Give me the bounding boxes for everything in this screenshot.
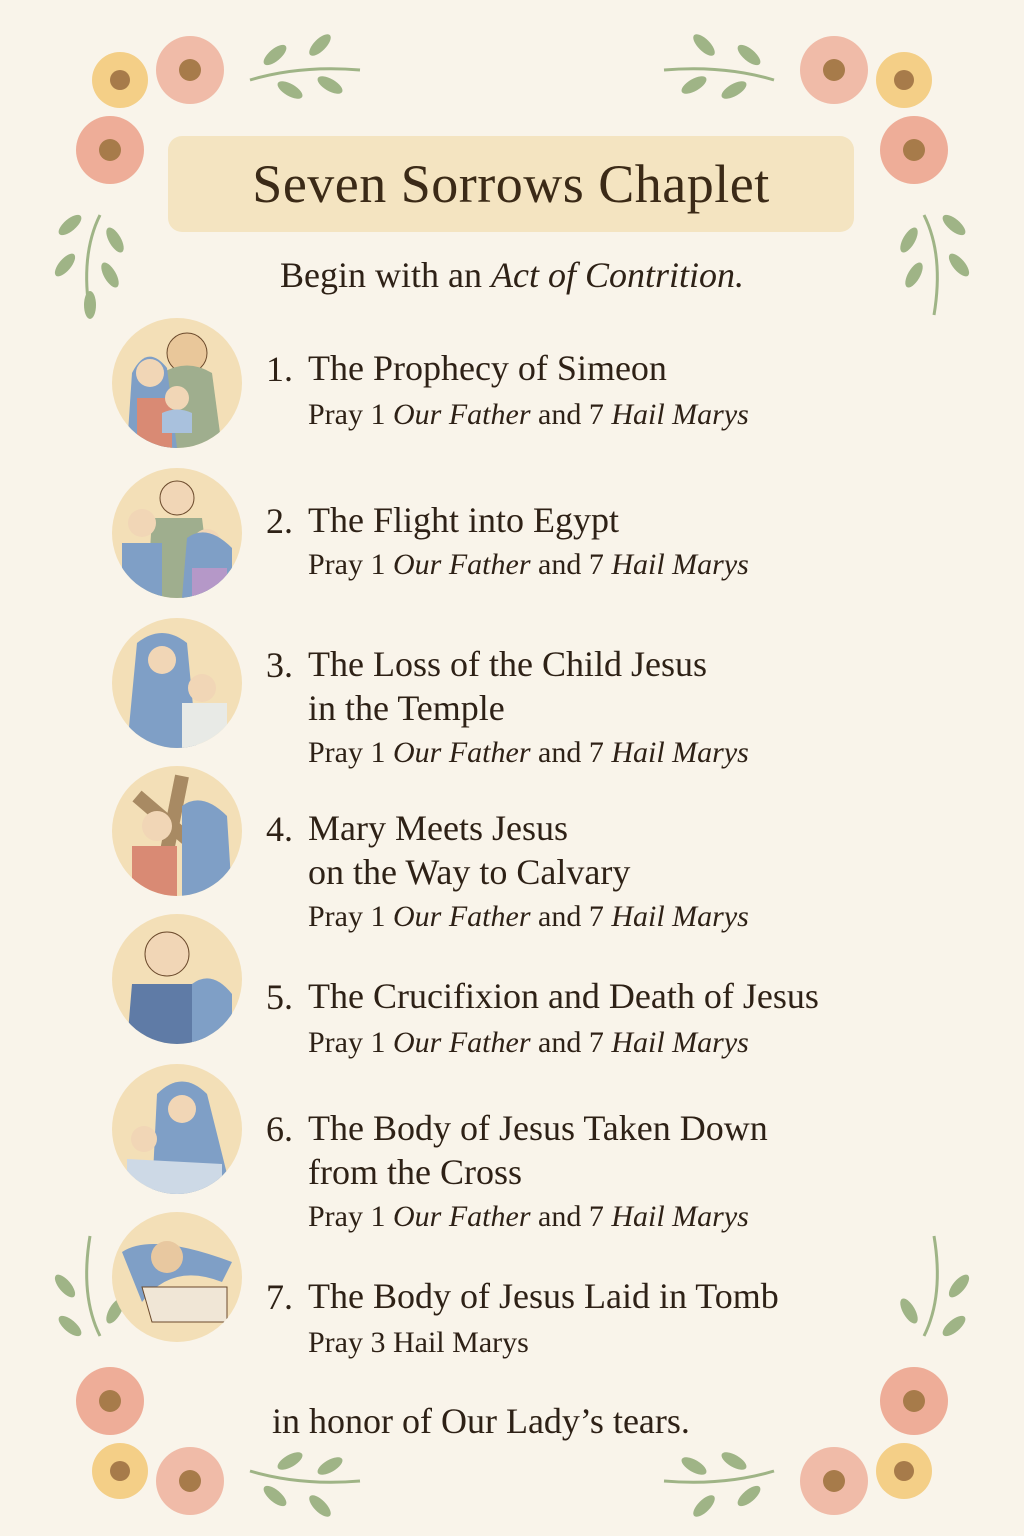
floral-corner-bottom-right [654,1226,994,1526]
sorrow-number: 3. [266,645,293,685]
closing-line: in honor of Our Lady’s tears. [272,1401,690,1441]
prayer-instruction: Pray 1 Our Father and 7 Hail Marys [308,548,749,581]
prayer-instruction: Pray 3 Hail Marys [308,1326,529,1359]
sorrow-title-line2: on the Way to Calvary [308,852,631,892]
flower-yellow [92,52,148,108]
sorrow-number: 5. [266,977,293,1017]
sorrow-number: 1. [266,349,293,389]
flower-pink [76,116,144,184]
sorrow-number: 2. [266,501,293,541]
mary-child-icon [112,618,242,748]
pieta-icon [112,1064,242,1194]
sorrow-number: 4. [266,809,293,849]
holy-family-icon [112,318,242,448]
prayer-instruction: Pray 1 Our Father and 7 Hail Marys [308,1026,749,1059]
flight-icon [112,468,242,598]
entombment-icon [112,1212,242,1342]
sorrow-number: 6. [266,1109,293,1149]
sorrow-title: The Loss of the Child Jesus [308,644,707,684]
sorrow-title-line2: in the Temple [308,688,505,728]
page-title: Seven Sorrows Chaplet [252,154,770,214]
prayer-instruction: Pray 1 Our Father and 7 Hail Marys [308,736,749,769]
crucifixion-icon [112,914,242,1044]
sorrow-title-line2: from the Cross [308,1152,522,1192]
sorrow-title: The Flight into Egypt [308,500,619,540]
sorrow-number: 7. [266,1277,293,1317]
sorrow-title: The Body of Jesus Laid in Tomb [308,1276,779,1316]
flower-pink [156,36,224,104]
prayer-instruction: Pray 1 Our Father and 7 Hail Marys [308,1200,749,1233]
title-banner [168,136,854,232]
intro-line [0,254,1024,296]
sorrow-title: The Prophecy of Simeon [308,348,667,388]
sorrow-title: The Body of Jesus Taken Down [308,1108,768,1148]
intro-prefix: Begin with an [280,255,491,295]
sorrow-title: Mary Meets Jesus [308,808,568,848]
prayer-instruction: Pray 1 Our Father and 7 Hail Marys [308,398,749,431]
intro-emphasis: Act of Contrition. [490,255,744,295]
prayer-instruction: Pray 1 Our Father and 7 Hail Marys [308,900,749,933]
sorrow-title: The Crucifixion and Death of Jesus [308,976,819,1016]
cross-bearing-icon [112,766,242,896]
